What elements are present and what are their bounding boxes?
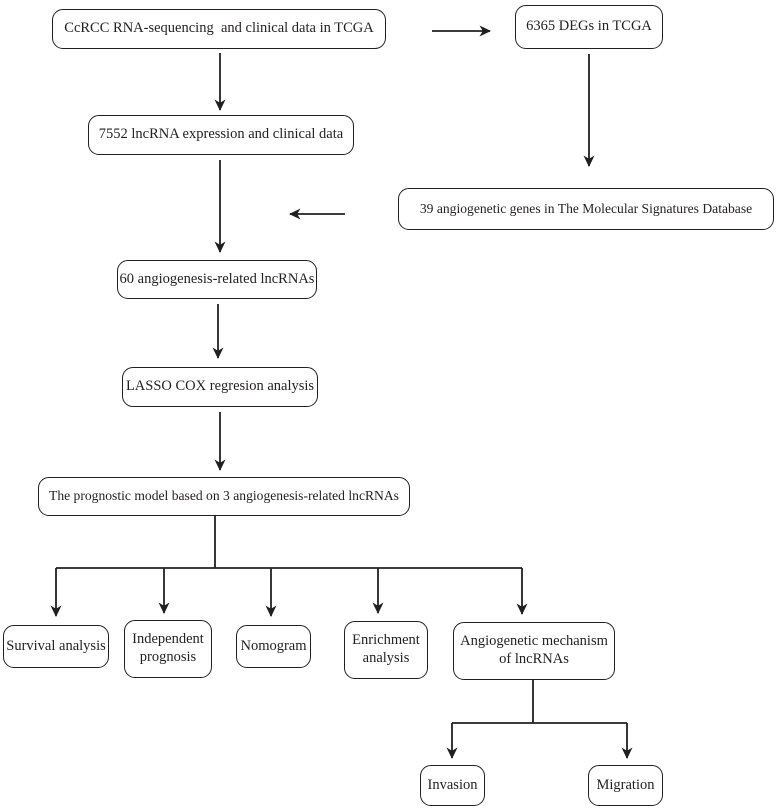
node-survival-analysis: Survival analysis (3, 625, 109, 668)
node-prognostic-model: The prognostic model based on 3 angiogenesis-related lncRNAs (38, 477, 410, 516)
node-lasso-cox: LASSO COX regresion analysis (122, 367, 318, 407)
node-independent-prognosis: Independent prognosis (124, 620, 212, 678)
node-nomogram: Nomogram (236, 625, 311, 668)
node-invasion: Invasion (420, 765, 485, 806)
node-angiogenesis-related-lncrnas: 60 angiogenesis-related lncRNAs (117, 260, 317, 299)
node-lncrna-expression: 7552 lncRNA expression and clinical data (88, 115, 354, 155)
node-ccrcc-tcga-data: CcRCC RNA-sequencing and clinical data in TCGA (52, 9, 386, 49)
node-angiogenetic-mechanism: Angiogenetic mechanism of lncRNAs (453, 622, 615, 680)
node-degs-tcga: 6365 DEGs in TCGA (515, 5, 663, 49)
node-migration: Migration (588, 765, 663, 806)
node-angiogenetic-genes: 39 angiogenetic genes in The Molecular Signatures Database (398, 188, 774, 230)
node-enrichment-analysis: Enrichment analysis (344, 621, 428, 679)
